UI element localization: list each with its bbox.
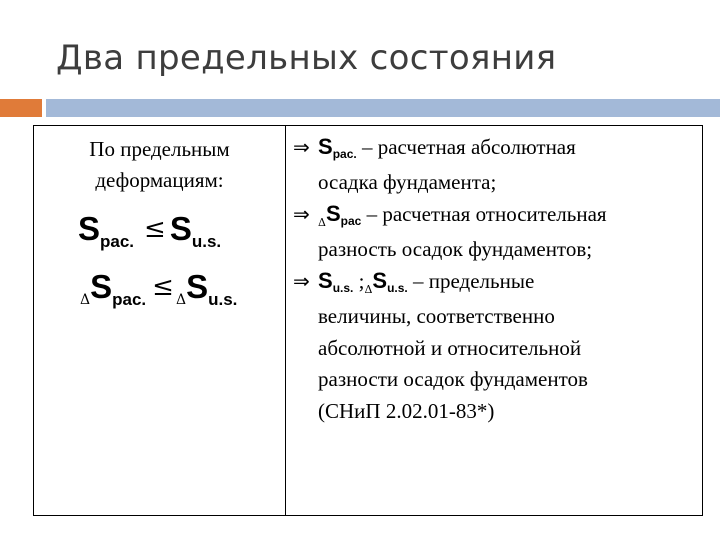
definition-item [293, 265, 698, 301]
definition-continuation: разности осадок фундаментов [318, 367, 588, 392]
formula-symbol: S [186, 268, 209, 305]
formula-subscript: рас. [112, 290, 147, 309]
absolute-settlement-formula [78, 210, 221, 249]
implies-arrow-icon: ⇒ [293, 202, 310, 227]
title-underline-bar [46, 99, 720, 117]
formula-subscript: u.s. [191, 232, 222, 251]
formula-symbol: S [372, 268, 388, 294]
definitions-list [293, 131, 698, 427]
formula-symbol: S [169, 210, 192, 247]
implies-arrow-icon: ⇒ [293, 269, 310, 294]
left-column-label [34, 134, 285, 196]
formula-symbol: S [318, 268, 333, 294]
title-accent-bar [0, 99, 42, 117]
implies-arrow-icon: ⇒ [293, 135, 310, 159]
definition-text: – расчетная относительная [361, 202, 607, 227]
definition-continuation: абсолютной и относительной [318, 335, 582, 360]
definition-item [293, 131, 698, 167]
definition-continuation: (СНиП 2.02.01-83*) [318, 398, 495, 423]
delta-symbol: Δ [364, 283, 373, 297]
formula-subscript: u.s. [387, 281, 408, 296]
formula-subscript: u.s. [332, 281, 354, 296]
definition-text: – расчетная абсолютная [356, 135, 576, 159]
slide-title: Два предельных состояния [56, 38, 557, 78]
delta-symbol: Δ [80, 292, 91, 308]
definition-continuation: осадка фундамента; [318, 169, 497, 194]
formula-subscript: рас. [100, 232, 135, 251]
formula-symbol: S [90, 268, 113, 305]
formula-subscript: u.s. [208, 290, 238, 309]
column-divider [285, 126, 286, 515]
definition-continuation: величины, соответственно [318, 303, 555, 328]
separator-text: ; [353, 269, 365, 294]
less-equal-operator: ≤ [144, 214, 166, 244]
definition-text: – предельные [407, 269, 535, 294]
formula-symbol: S [78, 210, 101, 247]
formula-subscript: рас [340, 214, 362, 229]
label-line-2: деформациям: [95, 168, 224, 192]
definition-item [293, 198, 698, 234]
relative-settlement-formula [80, 268, 237, 307]
formula-symbol: S [318, 134, 333, 159]
less-equal-operator: ≤ [152, 272, 174, 302]
delta-symbol: Δ [318, 216, 326, 230]
label-line-1: По предельным [89, 137, 230, 161]
definition-continuation: разность осадок фундаментов; [318, 236, 593, 261]
delta-symbol: Δ [175, 292, 187, 308]
formula-symbol: S [325, 201, 341, 227]
content-table [33, 125, 703, 516]
formula-subscript: рас. [332, 147, 357, 161]
